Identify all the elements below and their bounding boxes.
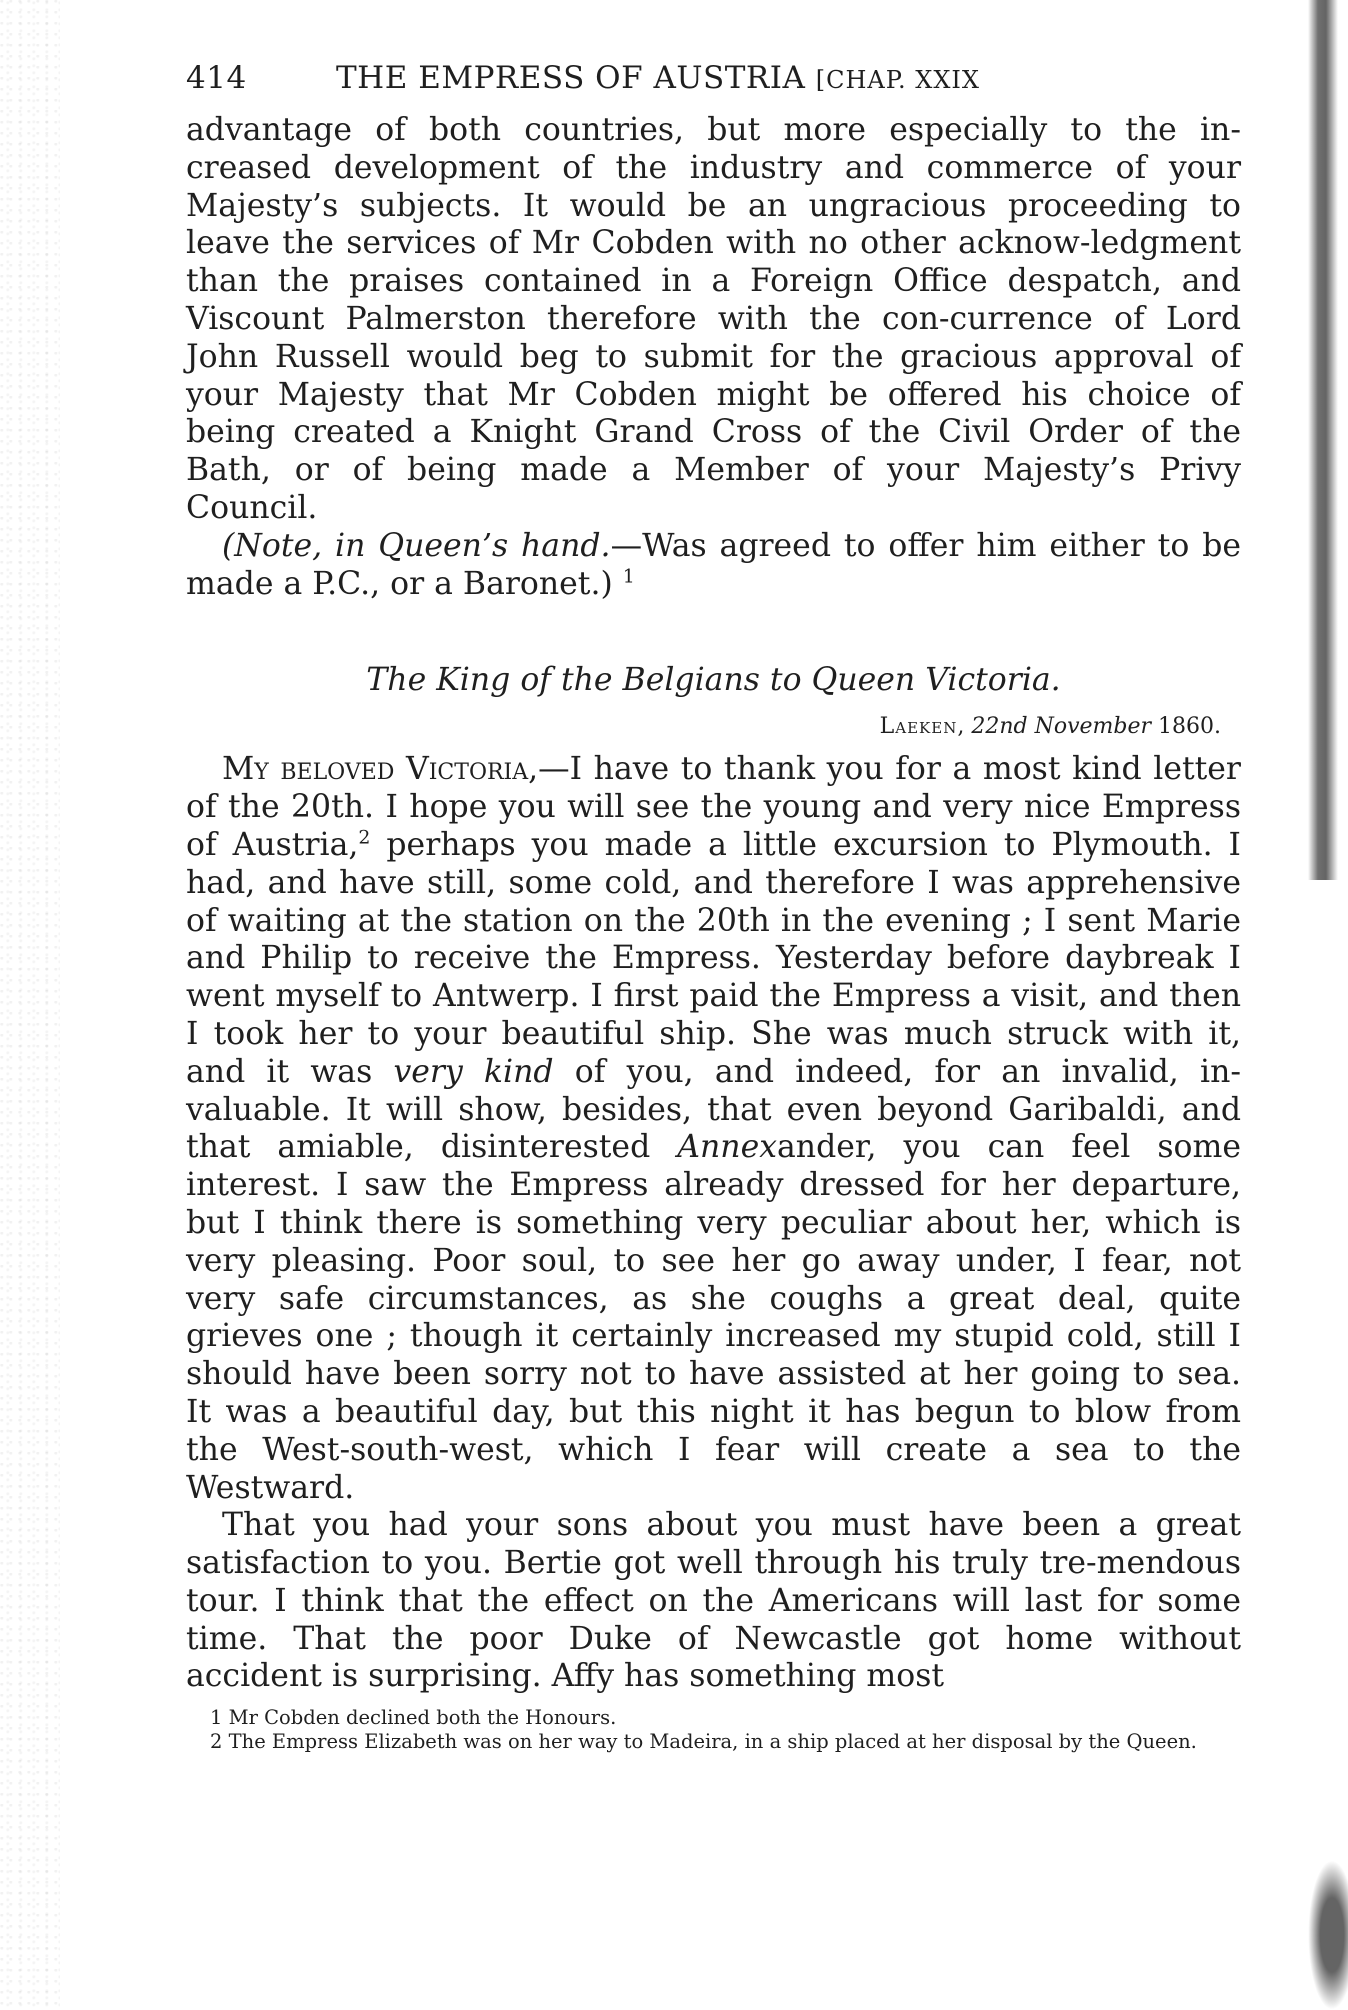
- page-content: [186, 52, 1241, 1754]
- footnote-1: [186, 1706, 1241, 1730]
- emphasis-annex: Annex: [677, 1129, 777, 1166]
- letter-text-b: perhaps you made a little excursion to Plymouth. I had, and have still, some cold, and therefore I was apprehensive of waiting at the station on the 20th in the evening ; I sent Marie and Philip to receive the Empress. Yesterday before daybreak I went myself to Antwerp. I first paid the Empress a visit, and then I took her to your beautiful ship. She was much struck with it, and it was: [186, 826, 1241, 1090]
- letter-paragraph-2: That you had your sons about you must have been a great satisfaction to you. Bertie got well through his truly tre-mendous tour. I think that the effect on the Americans will last for some time. That the poor Duke of Newcastle got home without accident is surprising. Affy has something most: [186, 1507, 1241, 1695]
- footnotes: [186, 1706, 1241, 1754]
- footnote-2-text: The Empress Elizabeth was on her way to Madeira, in a ship placed at her disposal by the Queen.: [228, 1730, 1197, 1754]
- dateline-place: Laeken: [879, 714, 958, 740]
- emphasis-very-kind: very kind: [393, 1053, 554, 1090]
- footnote-2: [186, 1730, 1241, 1754]
- footnote-ref-2: 2: [358, 826, 371, 849]
- queen-note-label: (Note, in Queen’s hand.: [222, 527, 611, 564]
- footnote-2-marker: 2: [210, 1730, 223, 1754]
- section-spacer: [186, 603, 1241, 659]
- letter-text-d: ander, you can feel some interest. I saw the Empress already dressed for her departure, but I think there is something very peculiar about her, which is very pleasing. Poor soul, to see her go away under, I fear, not very safe circumstances, as she coughs a great deal, quite grieves one ; though it certainly increased my stupid cold, still I should have been sorry not to have assisted at her going to sea. It was a beautiful day, but this night it has begun to blow from the West-south-west, which I fear will create a sea to the Westward.: [186, 1129, 1242, 1506]
- scan-edge-right: [1308, 0, 1348, 880]
- letter-text-c: of you, and indeed, for an invalid, in-valuable. It will show, besides, that even beyond Garibaldi, and that amiable, disinterested: [186, 1053, 1242, 1166]
- letter-text-a: —I have to thank you for a most kind letter of the 20th. I hope you will see the young and very nice Empress of Austria,: [186, 751, 1241, 863]
- scan-edge-left: [0, 0, 60, 2010]
- paragraph-continued: advantage of both countries, but more especially to the in-creased development of the industry and commerce of your Majesty’s subjects. It would be an ungracious proceeding to leave the services of Mr Cobden with no other acknow-ledgment than the praises contained in a Foreign Office despatch, and Viscount Palmerston therefore with the con-currence of Lord John Russell would beg to submit for the gracious approval of your Majesty that Mr Cobden might be offered his choice of being created a Knight Grand Cross of the Civil Order of the Bath, or of being made a Member of your Majesty’s Privy Council.: [186, 112, 1241, 526]
- chapter-label: [CHAP. XXIX: [815, 66, 980, 94]
- running-title-text: THE EMPRESS OF AUSTRIA: [336, 60, 806, 96]
- running-title: [336, 52, 1241, 106]
- body-text: [186, 112, 1241, 1696]
- footnote-ref-1: 1: [622, 565, 635, 588]
- salutation: My beloved Victoria,: [222, 751, 539, 788]
- letter-heading: The King of the Belgians to Queen Victoria.: [366, 662, 1061, 699]
- letter-dateline: Laeken, 22nd November 1860.: [879, 714, 1221, 740]
- footnote-1-marker: 1: [210, 1706, 223, 1730]
- scan-edge-right-lower: [1308, 1860, 1348, 2010]
- running-head: [186, 52, 1241, 106]
- footnote-1-text: Mr Cobden declined both the Honours.: [228, 1706, 617, 1730]
- letter-paragraph-1: [186, 751, 1241, 1507]
- page-number: 414: [186, 60, 247, 96]
- dateline-year: 1860.: [1158, 714, 1221, 740]
- dateline-month: November: [1034, 714, 1152, 740]
- queen-note-text: —Was agreed to offer him either to be made a P.C., or a Baronet.): [186, 527, 1241, 602]
- queen-note: [186, 528, 1241, 604]
- dateline-day: 22nd: [971, 714, 1028, 740]
